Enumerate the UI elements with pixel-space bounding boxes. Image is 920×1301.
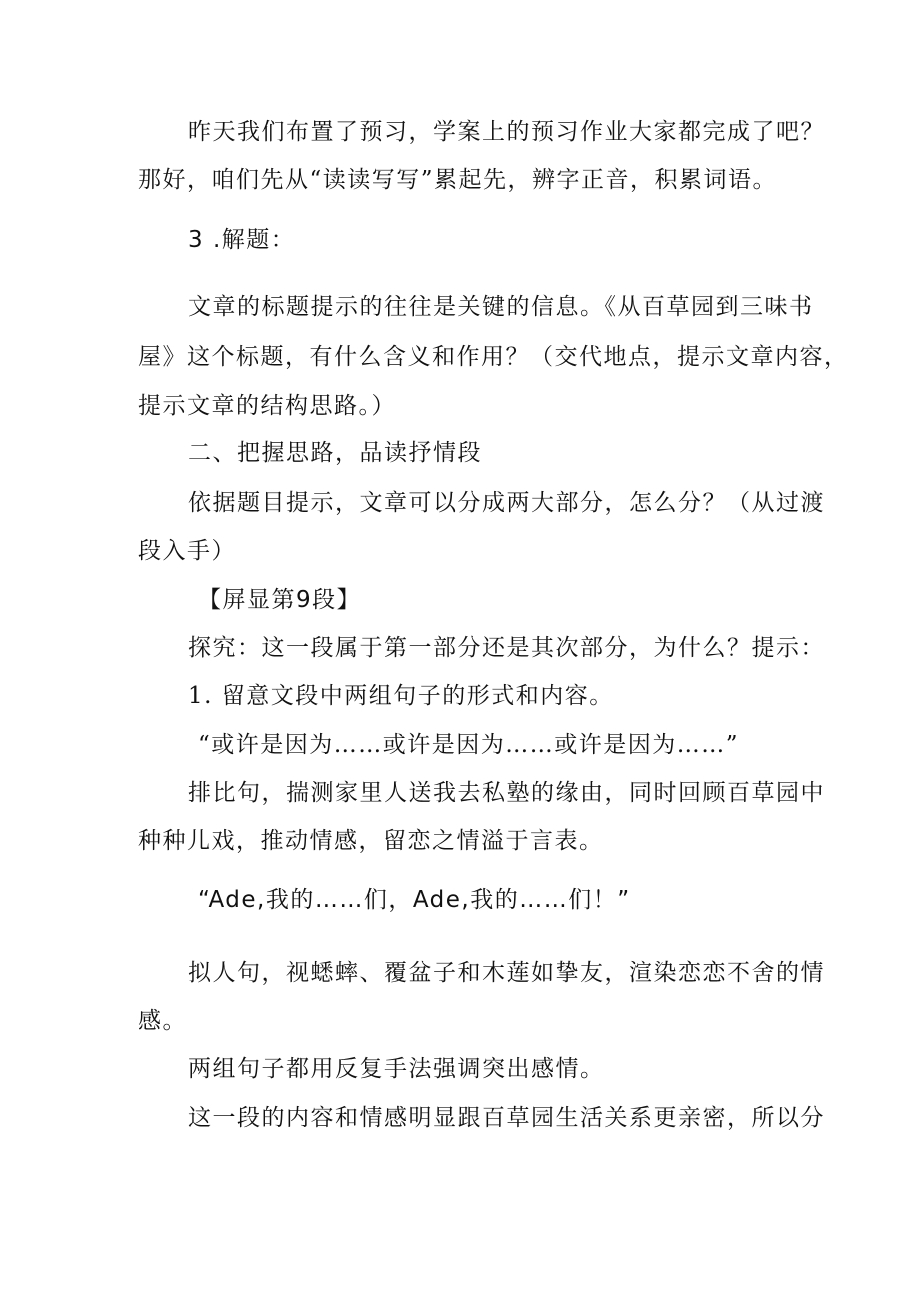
- text-line-9: 段入手）: [138, 538, 236, 564]
- text-line-6: 提示文章的结构思路。）: [138, 393, 396, 419]
- text-line-12: 1. 留意文段中两组句子的形式和内容。: [188, 683, 614, 709]
- text-line-2: 那好，咱们先从“读读写写”累起先，辨字正音，积累词语。: [138, 167, 778, 193]
- text-line-14: 排比句，揣测家里人送我去私塾的缘由，同时回顾百草园中: [188, 780, 825, 806]
- text-line-20: 这一段的内容和情感明显跟百草园生活关系更亲密，所以分: [188, 1105, 825, 1131]
- text-line-10-screen-note: 【屏显第9段】: [198, 587, 362, 613]
- text-line-13-quote: “或许是因为……或许是因为……或许是因为……”: [198, 732, 740, 758]
- text-line-7-section-heading: 二、把握思路，品读抒情段: [188, 440, 482, 466]
- text-line-18: 感。: [138, 1008, 187, 1034]
- text-line-15: 种种儿戏，推动情感，留恋之情溢于言表。: [138, 828, 604, 854]
- text-line-1: 昨天我们布置了预习，学案上的预习作业大家都完成了吧？: [188, 119, 825, 145]
- text-line-8: 依据题目提示，文章可以分成两大部分，怎么分？（从过渡: [188, 490, 825, 516]
- text-line-11: 探究：这一段属于第一部分还是其次部分，为什么？提示：: [188, 635, 825, 661]
- text-line-16-quote: “Ade,我的……们，Ade,我的……们！”: [198, 887, 631, 913]
- text-line-5: 屋》这个标题，有什么含义和作用？（交代地点，提示文章内容，: [138, 344, 849, 370]
- text-line-3-heading: 3 .解题：: [188, 227, 296, 253]
- text-line-17: 拟人句，视蟋蟀、覆盆子和木莲如挚友，渲染恋恋不舍的情: [188, 960, 825, 986]
- text-line-4: 文章的标题提示的往往是关键的信息。《从百草园到三味书: [188, 294, 814, 320]
- text-line-19: 两组句子都用反复手法强调突出感情。: [188, 1056, 605, 1082]
